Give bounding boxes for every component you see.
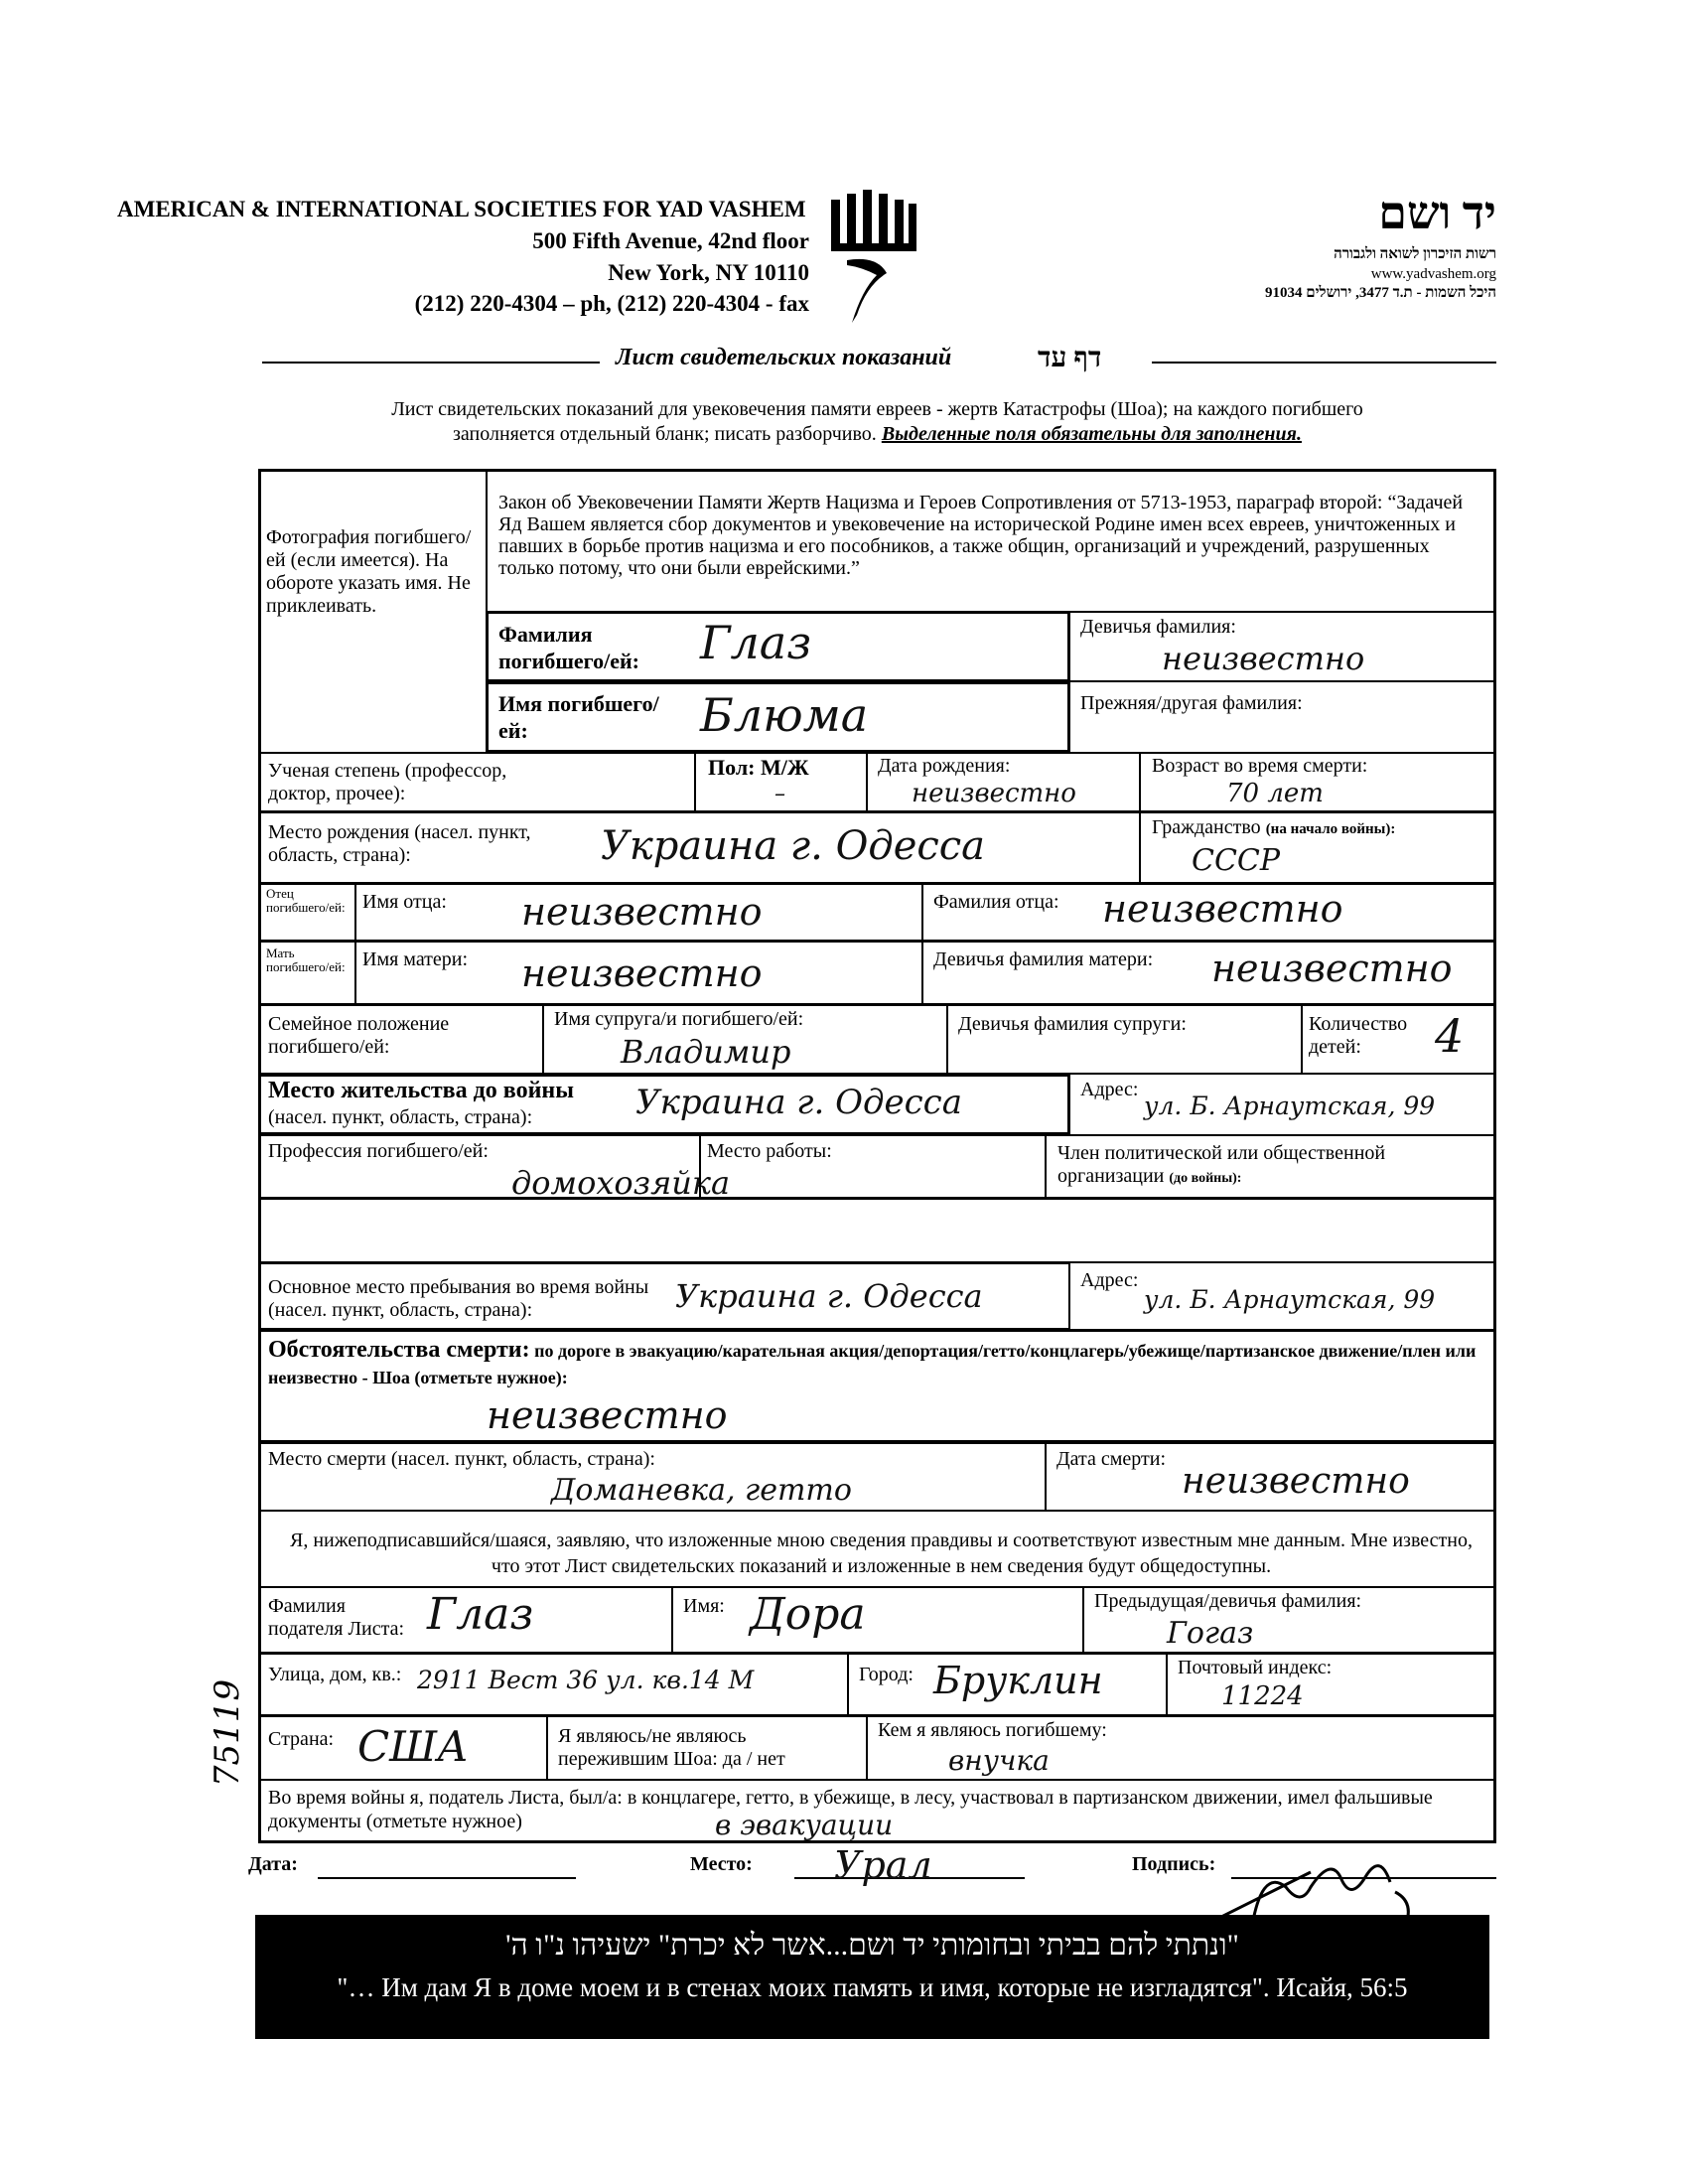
maiden-label: Девичья фамилия: <box>1080 616 1236 638</box>
quote-band <box>255 1915 1489 2039</box>
father-surname-value[interactable]: неизвестно <box>1102 887 1343 931</box>
website: www.yadvashem.org <box>1370 266 1496 282</box>
org-phone: (212) 220-4304 – ph, (212) 220-4304 - fax <box>414 291 809 316</box>
residence-address-value[interactable]: ул. Б. Арнаутская, 99 <box>1144 1092 1436 1120</box>
citizenship-label <box>1152 816 1395 841</box>
intro-text <box>258 397 1496 447</box>
death-place-value[interactable]: Доманевка, гетто <box>551 1473 852 1508</box>
circ-options: по дороге в эвакуацию/карательная акция/депортация/гетто/концлагерь/убежище/партизанское движение/плен или неизвестно - Шоа (отметьте нужное): <box>268 1341 1477 1387</box>
age-value[interactable]: 70 лет <box>1226 779 1324 808</box>
citizenship-value[interactable]: СССР <box>1192 843 1281 878</box>
law-text: Закон об Увековечении Памяти Жертв Нацизма и Героев Сопротивления от 5713-1953, параграф второй: “Задачей Яд Вашем является сбор документов и увековечение на исторической Родине имен всех евреев, уничтоженных и павших в борьбе против нацизма и его пособников, а также общин, организаций и учреждений, разрушенных только потому, что они были еврейскими.” <box>498 492 1464 579</box>
intro-emphasis: Выделенные поля обязательны для заполнения. <box>881 423 1302 445</box>
sub-surname-label: Фамилия подателя Листа: <box>268 1595 405 1640</box>
survivor-label[interactable]: Я являюсь/не являюсь пережившим Шоа: да / нет <box>558 1725 785 1770</box>
member-label-line1: Член политической или общественной <box>1057 1142 1386 1164</box>
circumstances-value[interactable]: неизвестно <box>487 1393 728 1437</box>
member-note: (до войны): <box>1169 1171 1242 1186</box>
war-address-label: Адрес: <box>1080 1269 1139 1291</box>
relation-label: Кем я являюсь погибшему: <box>878 1719 1107 1741</box>
profession-value[interactable]: домохозяйка <box>511 1164 731 1202</box>
surname-value[interactable]: Глаз <box>700 616 812 669</box>
surname-label: Фамилия погибшего/ей: <box>498 622 640 673</box>
form-title: Лист свидетельских показаний <box>616 345 952 370</box>
circ-label: Обстоятельства смерти: <box>268 1337 530 1363</box>
declaration-text: Я, нижеподписавшийся/шаяся, заявляю, что изложенные мною сведения правдивы и соответствуют известным мне данным. Мне известно, что этот Лист свидетельских показаний и изложенные в нем сведения будут общедоступны. <box>290 1529 1473 1577</box>
sub-surname-value[interactable]: Глаз <box>427 1589 534 1640</box>
death-date-label: Дата смерти: <box>1056 1448 1167 1470</box>
intro-line2: заполняется отдельный бланк; писать разборчиво. <box>453 423 877 445</box>
profession-label: Профессия погибшего/ей: <box>268 1140 489 1162</box>
street-value[interactable]: 2911 Вест 36 ул. кв.14 М <box>417 1666 755 1694</box>
father-name-label: Имя отца: <box>362 891 447 913</box>
sub-name-cell <box>671 1586 1084 1654</box>
father-surname-label: Фамилия отца: <box>933 891 1059 913</box>
street-label: Улица, дом, кв.: <box>268 1664 402 1685</box>
children-value[interactable]: 4 <box>1435 1009 1465 1063</box>
menorah-logo-icon <box>827 186 921 325</box>
org-address2: New York, NY 10110 <box>608 260 809 285</box>
zip-value[interactable]: 11224 <box>1221 1681 1304 1711</box>
birthdate-label: Дата рождения: <box>878 755 1011 777</box>
father-side-label: Отец погибшего/ей: <box>266 886 346 915</box>
photo-label: Фотография погибшего/ей (если имеется). На обороте указать имя. Не приклеивать. <box>266 526 472 617</box>
intro-line1: Лист свидетельских показаний для увековечения памяти евреев - жертв Катастрофы (Шоа); на каждого погибшего <box>391 398 1363 420</box>
hebrew-subtitle: רשות הזיכרון לשואה ולגבורה <box>1334 246 1496 262</box>
sex-label: Пол: М/Ж <box>708 755 809 780</box>
org-address1: 500 Fifth Avenue, 42nd floor <box>532 228 809 253</box>
place-label: Место: <box>690 1853 753 1875</box>
death-place-label: Место смерти (насел. пункт, область, страна): <box>268 1448 655 1470</box>
city-value[interactable]: Бруклин <box>933 1659 1103 1702</box>
city-label: Город: <box>859 1664 914 1685</box>
member-label-line2: организации <box>1057 1165 1165 1187</box>
maiden-value[interactable]: неизвестно <box>1162 640 1365 677</box>
wartime-value[interactable]: в эвакуации <box>715 1809 894 1841</box>
children-label: Количество детей: <box>1309 1013 1408 1058</box>
hebrew-logo: יד ושם <box>1378 188 1496 238</box>
citizenship-note: (на начало войны): <box>1265 821 1396 837</box>
father-name-value[interactable]: неизвестно <box>521 890 763 934</box>
sub-name-value[interactable]: Дора <box>750 1589 866 1640</box>
residence-sub-label: (насел. пункт, область, страна): <box>268 1106 533 1128</box>
war-address-value[interactable]: ул. Б. Арнаутская, 99 <box>1144 1285 1436 1314</box>
title-rule-right <box>1152 362 1496 364</box>
residence-address-label: Адрес: <box>1080 1079 1139 1100</box>
death-date-value[interactable]: неизвестно <box>1182 1461 1410 1502</box>
degree-label: Ученая степень (профессор, доктор, прочее): <box>268 760 507 804</box>
title-rule-left <box>262 362 600 364</box>
zip-label: Почтовый индекс: <box>1178 1657 1333 1678</box>
mother-name-value[interactable]: неизвестно <box>521 951 763 995</box>
sex-value[interactable]: – <box>774 782 785 806</box>
mother-maiden-label: Девичья фамилия матери: <box>933 948 1154 970</box>
date-line[interactable] <box>318 1877 576 1879</box>
hebrew-address: היכל השמות - ת.ד 3477, ירושלים 91034 <box>1265 285 1496 301</box>
signature-label: Подпись: <box>1132 1853 1216 1875</box>
hebrew-quote: "ונתתי להם בביתי ובחומותי יד ושם...אשר לא יכרת" ישעיהו נ"ו ה' <box>505 1929 1239 1962</box>
circ-text <box>268 1337 1479 1391</box>
citizenship-label-text: Гражданство <box>1152 816 1261 838</box>
org-name: AMERICAN & INTERNATIONAL SOCIETIES FOR YAD VASHEM <box>117 197 806 221</box>
row-empty <box>258 1198 1496 1263</box>
mother-maiden-value[interactable]: неизвестно <box>1211 946 1453 990</box>
relation-value[interactable]: внучка <box>948 1744 1050 1777</box>
member-label <box>1057 1142 1494 1190</box>
place-value[interactable]: Урал <box>834 1843 932 1887</box>
firstname-label: Имя погибшего/ей: <box>498 691 659 743</box>
residence-value[interactable]: Украина г. Одесса <box>635 1083 962 1122</box>
firstname-value[interactable]: Блюма <box>700 688 869 742</box>
country-label: Страна: <box>268 1728 335 1750</box>
date-label: Дата: <box>248 1853 298 1875</box>
sub-prev-value[interactable]: Гогаз <box>1167 1616 1254 1651</box>
mother-name-label: Имя матери: <box>362 948 469 970</box>
russian-quote: "… Им дам Я в доме моем и в стенах моих память и имя, которые не изгладятся". Исайя, 56:5 <box>337 1972 1408 2002</box>
spouse-label: Имя супруга/и погибшего/ей: <box>554 1008 804 1030</box>
birthplace-label: Место рождения (насел. пункт, область, страна): <box>268 821 531 866</box>
marital-label: Семейное положение погибшего/ей: <box>268 1013 450 1058</box>
sub-prev-label: Предыдущая/девичья фамилия: <box>1094 1590 1362 1612</box>
spouse-maiden-label: Девичья фамилия супруги: <box>958 1013 1187 1035</box>
workplace-label: Место работы: <box>707 1140 832 1162</box>
birthplace-value[interactable]: Украина г. Одесса <box>601 823 986 869</box>
mother-side-label: Мать погибшего/ей: <box>266 946 346 974</box>
war-place-value[interactable]: Украина г. Одесса <box>675 1277 983 1315</box>
age-label: Возраст во время смерти: <box>1152 755 1368 777</box>
birthdate-value[interactable]: неизвестно <box>912 779 1076 808</box>
sub-name-label: Имя: <box>683 1595 725 1617</box>
spouse-value[interactable]: Владимир <box>621 1033 791 1071</box>
side-number: 75119 <box>208 1678 248 1788</box>
form-title-hebrew: דף עד <box>1038 343 1102 373</box>
residence-label: Место жительства до войны <box>268 1078 574 1103</box>
war-place-label: Основное место пребывания во время войны (насел. пункт, область, страна): <box>268 1276 649 1321</box>
wartime-label: Во время войны я, податель Листа, был/а: в концлагере, гетто, в убежище, в лесу, участвовал в партизанском движении, имел фальшивые документы (отметьте нужное) <box>268 1787 1433 1832</box>
country-value[interactable]: США <box>357 1722 469 1771</box>
prev-name-label: Прежняя/другая фамилия: <box>1080 692 1303 714</box>
